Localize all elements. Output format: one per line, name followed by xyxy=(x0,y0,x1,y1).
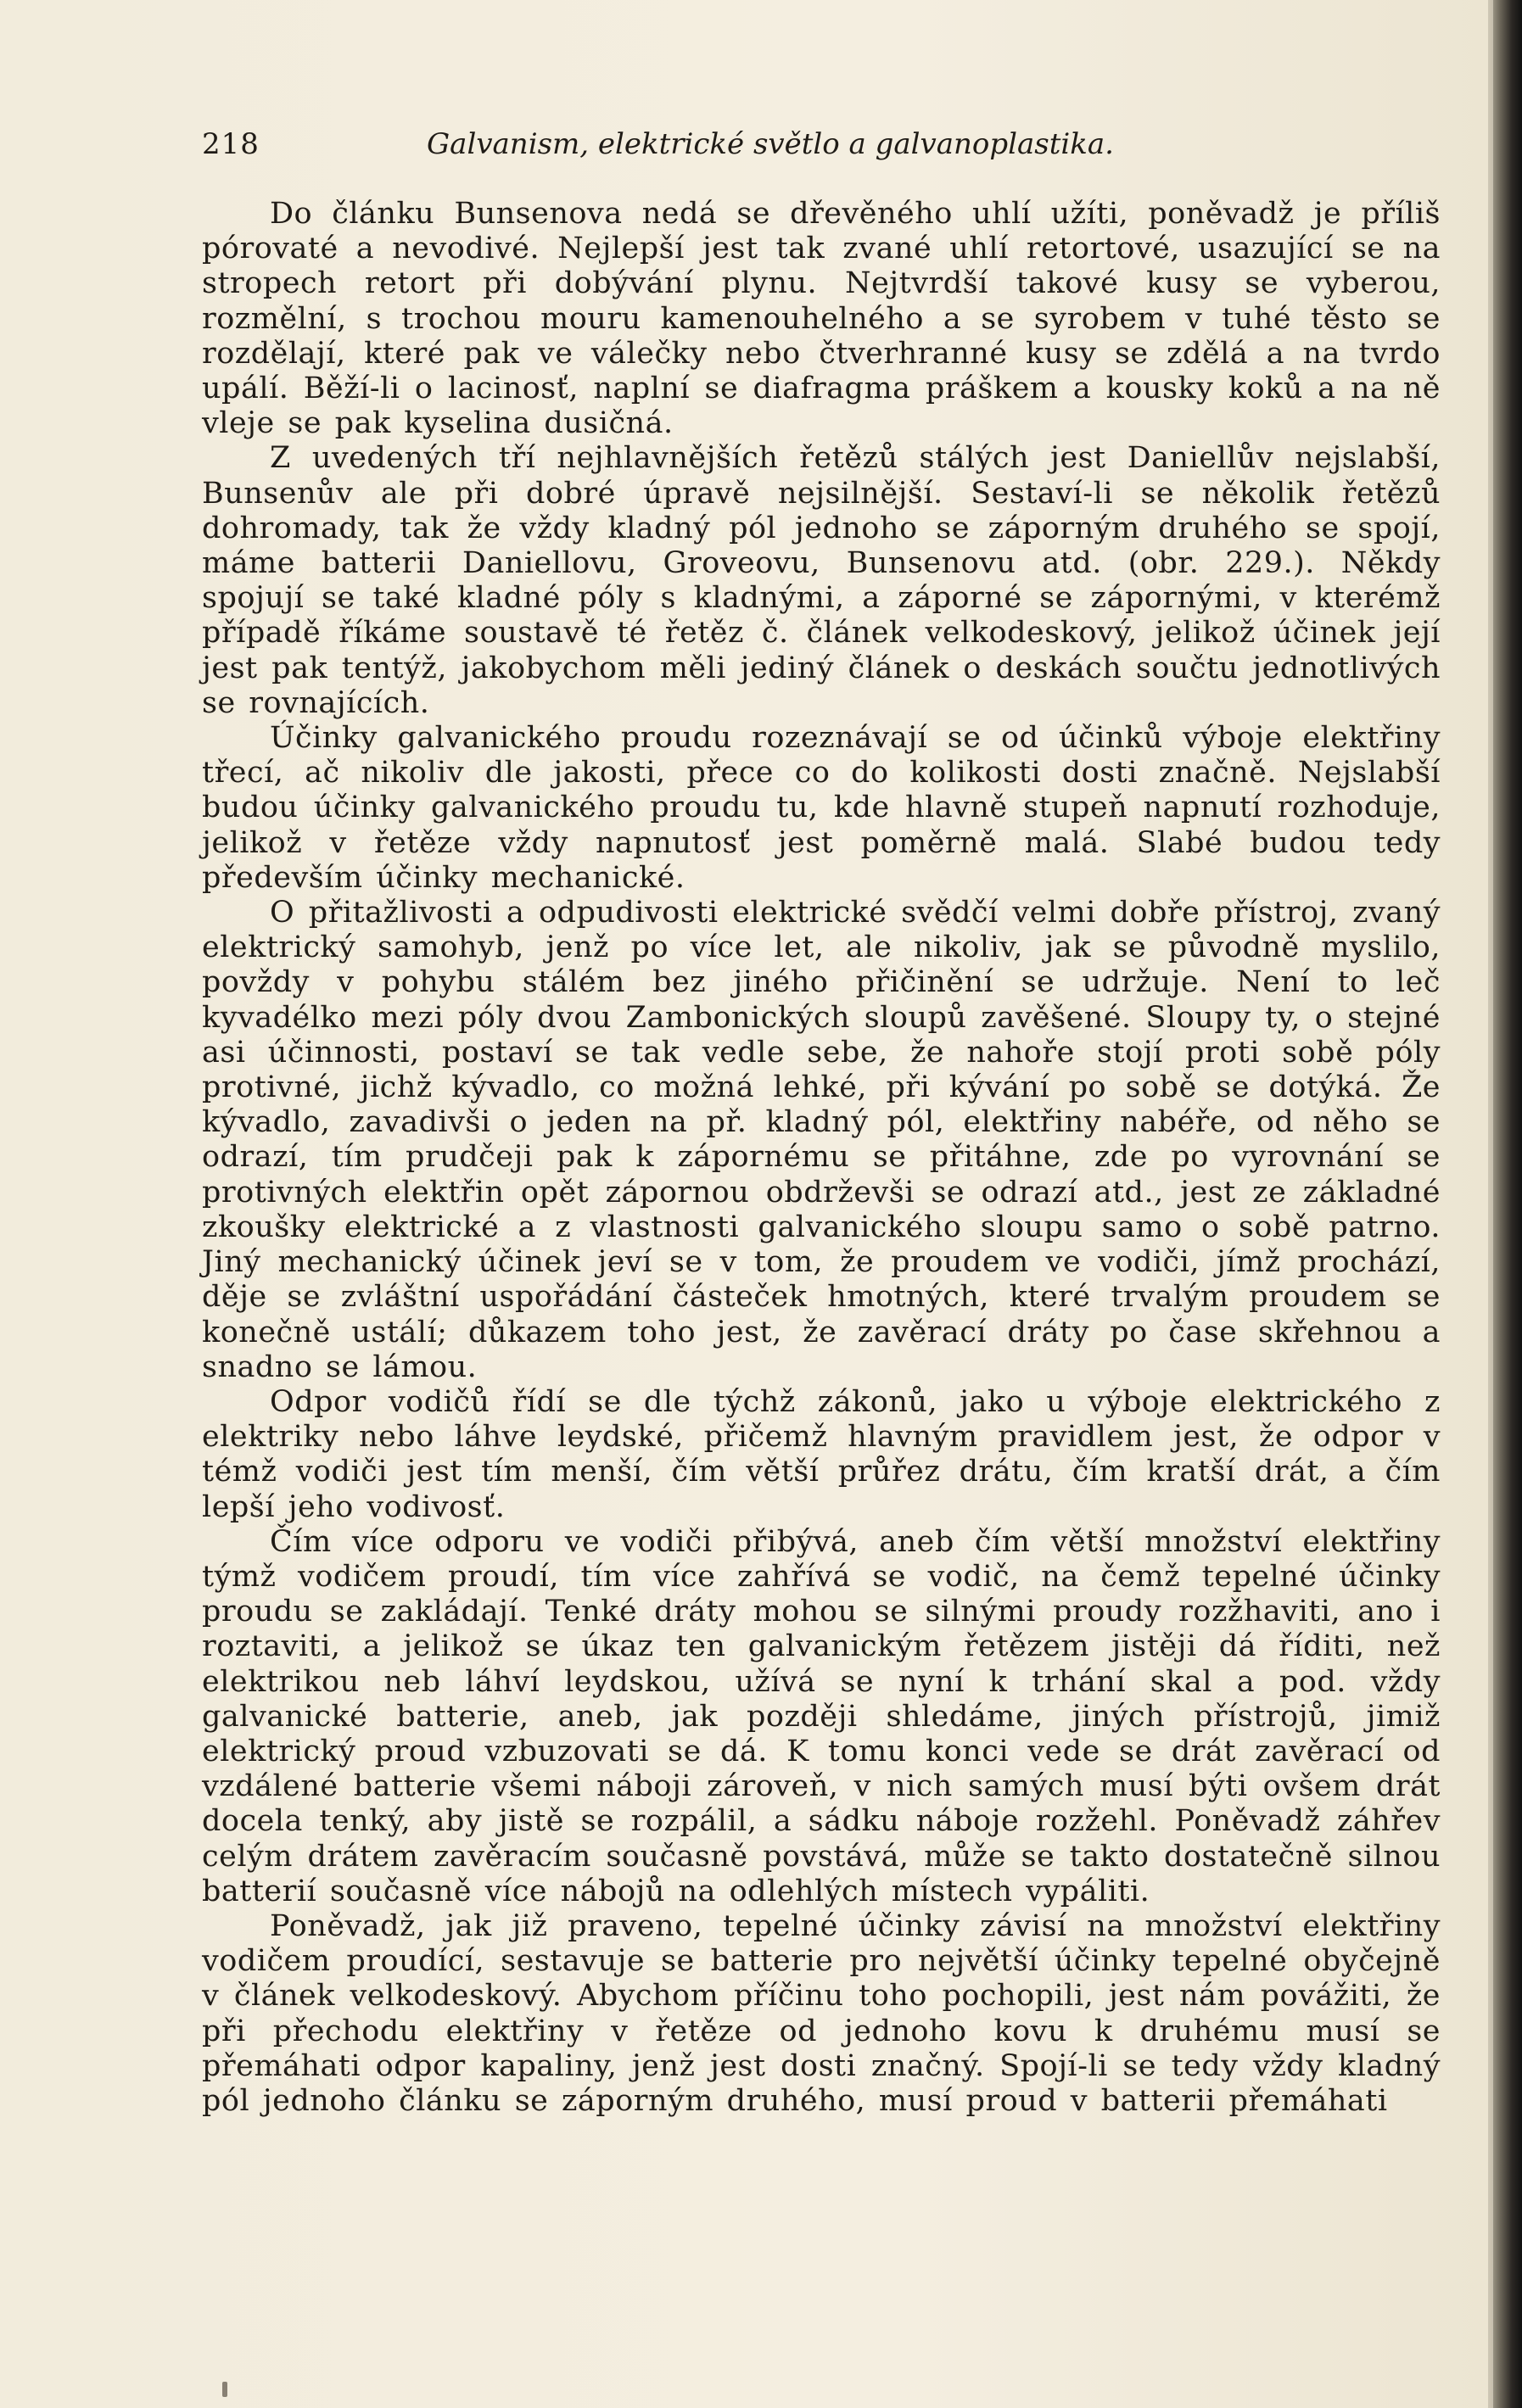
book-spine-shadow xyxy=(1488,0,1522,2408)
paragraph: Do článku Bunsenova nedá se dřevěného uhlí užíti, poněvadž je příliš pórovaté a nevodivé. Nejlepší jest tak zvané uhlí retortové, usazující se na stropech retort při dobývání plynu. Nejtvrdší takové kusy se vyberou, rozmělní, s trochou mouru kamenouhelného a se syrobem v tuhé těsto se rozdělají, které pak ve válečky nebo čtverhranné kusy se zdělá a na tvrdo upálí. Běží-li o lacinosť, naplní se diafragma práškem a kousky koků a na ně vleje se pak kyselina dusičná. xyxy=(202,197,1441,441)
paragraph: Účinky galvanického proudu rozeznávají se od účinků výboje elektřiny třecí, ač nikoliv dle jakosti, přece co do kolikosti dosti značně. Nejslabší budou účinky galvanického proudu tu, kde hlavně stupeň napnutí rozhoduje, jelikož v řetěze vždy napnutosť jest poměrně malá. Slabé budou tedy především účinky mechanické. xyxy=(202,721,1441,895)
paragraph: Z uvedených tří nejhlavnějších řetězů stálých jest Daniellův nejslabší, Bunsenův ale při dobré úpravě nejsilnější. Sestaví-li se několik řetězů dohromady, tak že vždy kladný pól jednoho se záporným druhého se spojí, máme batterii Daniellovu, Groveovu, Bunsenovu atd. (obr. 229.). Někdy spojují se také kladné póly s kladnými, a záporné se zápornými, v kterémž případě říkáme soustavě té řetěz č. článek velkodeskový, jelikož účinek její jest pak tentýž, jakobychom měli jediný článek o deskách součtu jednotlivých se rovnajících. xyxy=(202,441,1441,720)
body-text xyxy=(202,197,1441,2119)
paragraph: O přitažlivosti a odpudivosti elektrické svědčí velmi dobře přístroj, zvaný elektrický samohyb, jenž po více let, ale nikoliv, jak se původně myslilo, povždy v pohybu stálém bez jiného přičinění se udržuje. Není to leč kyvadélko mezi póly dvou Zambonických sloupů zavěšené. Sloupy ty, o stejné asi účinnosti, postaví se tak vedle sebe, že nahoře stojí proti sobě póly protivné, jichž kývadlo, co možná lehké, při kývání po sobě se dotýká. Že kývadlo, zavadivši o jeden na př. kladný pól, elektřiny nabéře, od něho se odrazí, tím prudčeji pak k zápornému se přitáhne, zde po vyrovnání se protivných elektřin opět zápornou obdrževši se odrazí atd., jest ze základné zkoušky elektrické a z vlastnosti galvanického sloupu samo o sobě patrno. Jiný mechanický účinek jeví se v tom, že proudem ve vodiči, jímž prochází, děje se zvláštní uspořádání částeček hmotných, které trvalým proudem se konečně ustálí; důkazem toho jest, že zavěrací dráty po čase skřehnou a snadno se lámou. xyxy=(202,896,1441,1384)
page-edge xyxy=(1488,0,1493,2408)
ink-smudge xyxy=(222,2382,227,2397)
page-number: 218 xyxy=(202,127,260,161)
paragraph: Čím více odporu ve vodiči přibývá, aneb čím větší množství elektřiny týmž vodičem proudí, tím více zahřívá se vodič, na čemž tepelné účinky proudu se zakládají. Tenké dráty mohou se silnými proudy rozžhaviti, ano i roztaviti, a jelikož se úkaz ten galvanickým řetězem jistěji dá říditi, než elektrikou neb láhví leydskou, užívá se nyní k trhání skal a pod. vždy galvanické batterie, aneb, jak později shledáme, jiných přístrojů, jimiž elektrický proud vzbuzovati se dá. K tomu konci vede se drát zavěrací od vzdálené batterie všemi náboji zároveň, v nich samých musí býti ovšem drát docela tenký, aby jistě se rozpálil, a sádku náboje rozžehl. Poněvadž záhřev celým drátem zavěracím současně povstává, může se takto dostatečně silnou batterií současně více nábojů na odlehlých místech vypáliti. xyxy=(202,1524,1441,1908)
paragraph: Poněvadž, jak již praveno, tepelné účinky závisí na množství elektřiny vodičem proudící, sestavuje se batterie pro největší účinky tepelné obyčejně v článek velkodeskový. Abychom příčinu toho pochopili, jest nám povážiti, že při přechodu elektřiny v řetěze od jednoho kovu k druhému musí se přemáhati odpor kapaliny, jenž jest dosti značný. Spojí-li se tedy vždy kladný pól jednoho článku se záporným druhého, musí proud v batterii přemáhati xyxy=(202,1908,1441,2118)
paragraph: Odpor vodičů řídí se dle týchž zákonů, jako u výboje elektrického z elektriky nebo láhve leydské, přičemž hlavným pravidlem jest, že odpor v témž vodiči jest tím menší, čím větší průřez drátu, čím kratší drát, a čím lepší jeho vodivosť. xyxy=(202,1384,1441,1524)
page-header xyxy=(202,127,1441,170)
running-title: Galvanism, elektrické světlo a galvanoplastika. xyxy=(427,127,1114,161)
